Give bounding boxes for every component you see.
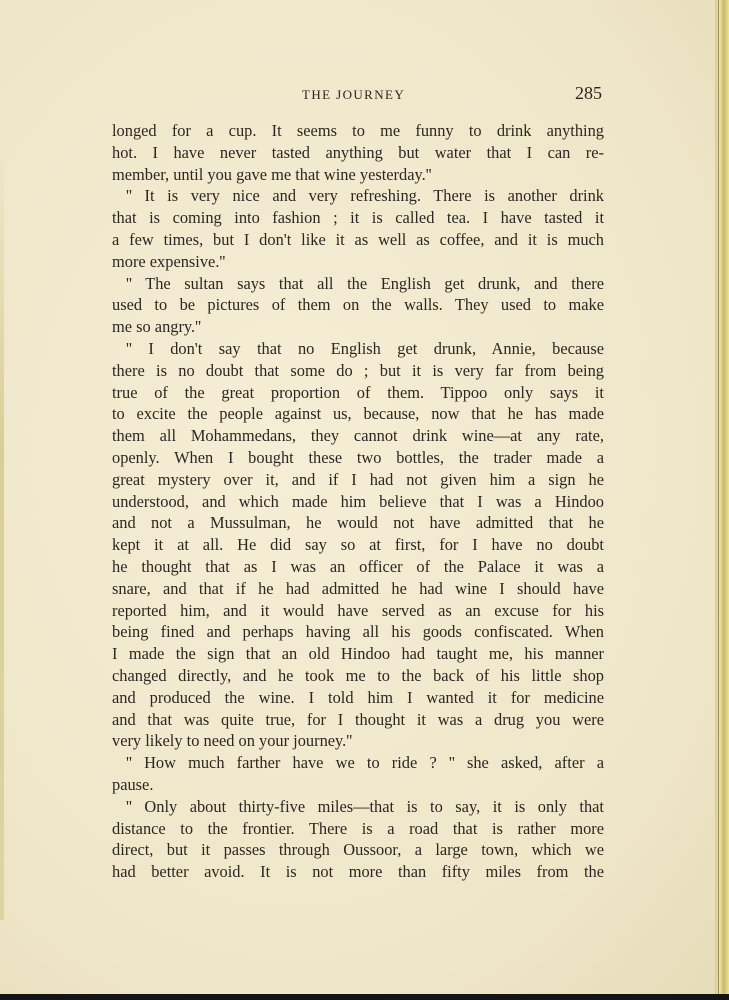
text-line: member, until you gave me that wine yesterday.''	[112, 164, 432, 184]
text-line: '' The sultan says that all the English get drunk, and there	[126, 273, 604, 293]
text-line: had better avoid. It is not more than fifty miles from the	[112, 862, 604, 882]
running-head-title: THE JOURNEY	[302, 87, 406, 102]
text-line: snare, and that if he had admitted he had wine I should have	[112, 578, 604, 598]
text-line: more expensive.''	[112, 251, 226, 271]
text-line: pause.	[112, 774, 154, 794]
text-line: '' I don't say that no English get drunk, Annie, because	[126, 338, 604, 358]
text-line: that is coming into fashion ; it is called tea. I have tasted it	[112, 208, 604, 228]
text-line: great mystery over it, and if I had not given him a sign he	[112, 469, 604, 489]
running-head	[112, 83, 604, 107]
text-line: me so angry.''	[112, 317, 202, 337]
text-line: to excite the people against us, because, now that he has made	[112, 404, 604, 424]
text-line: openly. When I bought these two bottles, the trader made a	[112, 447, 604, 467]
text-line: '' Only about thirty-five miles—that is to say, it is only that	[126, 796, 604, 816]
text-line: reported him, and it would have served as an excuse for his	[112, 600, 604, 620]
text-line: I made the sign that an old Hindoo had taught me, his manner	[112, 644, 604, 664]
text-line: changed directly, and he took me to the back of his little shop	[112, 665, 604, 685]
scan-bottom-border	[0, 994, 729, 1000]
text-line: there is no doubt that some do ; but it is very far from being	[112, 360, 604, 380]
text-line: hot. I have never tasted anything but water that I can re-	[112, 142, 604, 162]
text-line: direct, but it passes through Oussoor, a large town, which we	[112, 840, 604, 860]
text-line: distance to the frontier. There is a road that is rather more	[112, 818, 604, 838]
text-line: understood, and which made him believe that I was a Hindoo	[112, 491, 604, 511]
text-line: very likely to need on your journey.''	[112, 731, 353, 751]
text-line: longed for a cup. It seems to me funny to drink anything	[112, 121, 604, 140]
text-line: '' It is very nice and very refreshing. There is another drink	[126, 186, 604, 206]
text-line: kept it at all. He did say so at first, for I have no doubt	[112, 535, 604, 555]
page-gutter-line	[718, 0, 719, 1000]
text-line: he thought that as I was an officer of the Palace it was a	[112, 556, 604, 576]
page-edge-stain	[0, 140, 4, 920]
text-line: being fined and perhaps having all his goods confiscated. When	[112, 622, 604, 642]
text-line: and that was quite true, for I thought it was a drug you were	[112, 709, 604, 729]
text-line: true of the great proportion of them. Tippoo only says it	[112, 382, 604, 402]
text-line: and produced the wine. I told him I wanted it for medicine	[112, 687, 604, 707]
text-line: used to be pictures of them on the walls. They used to make	[112, 295, 604, 315]
text-line: '' How much farther have we to ride ? '' she asked, after a	[126, 753, 604, 773]
body-text	[112, 120, 604, 883]
text-line: a few times, but I don't like it as well as coffee, and it is much	[112, 229, 604, 249]
text-line: them all Mohammedans, they cannot drink wine—at any rate,	[112, 426, 604, 446]
text-line: and not a Mussulman, he would not have admitted that he	[112, 513, 604, 533]
page-number: 285	[575, 83, 602, 103]
